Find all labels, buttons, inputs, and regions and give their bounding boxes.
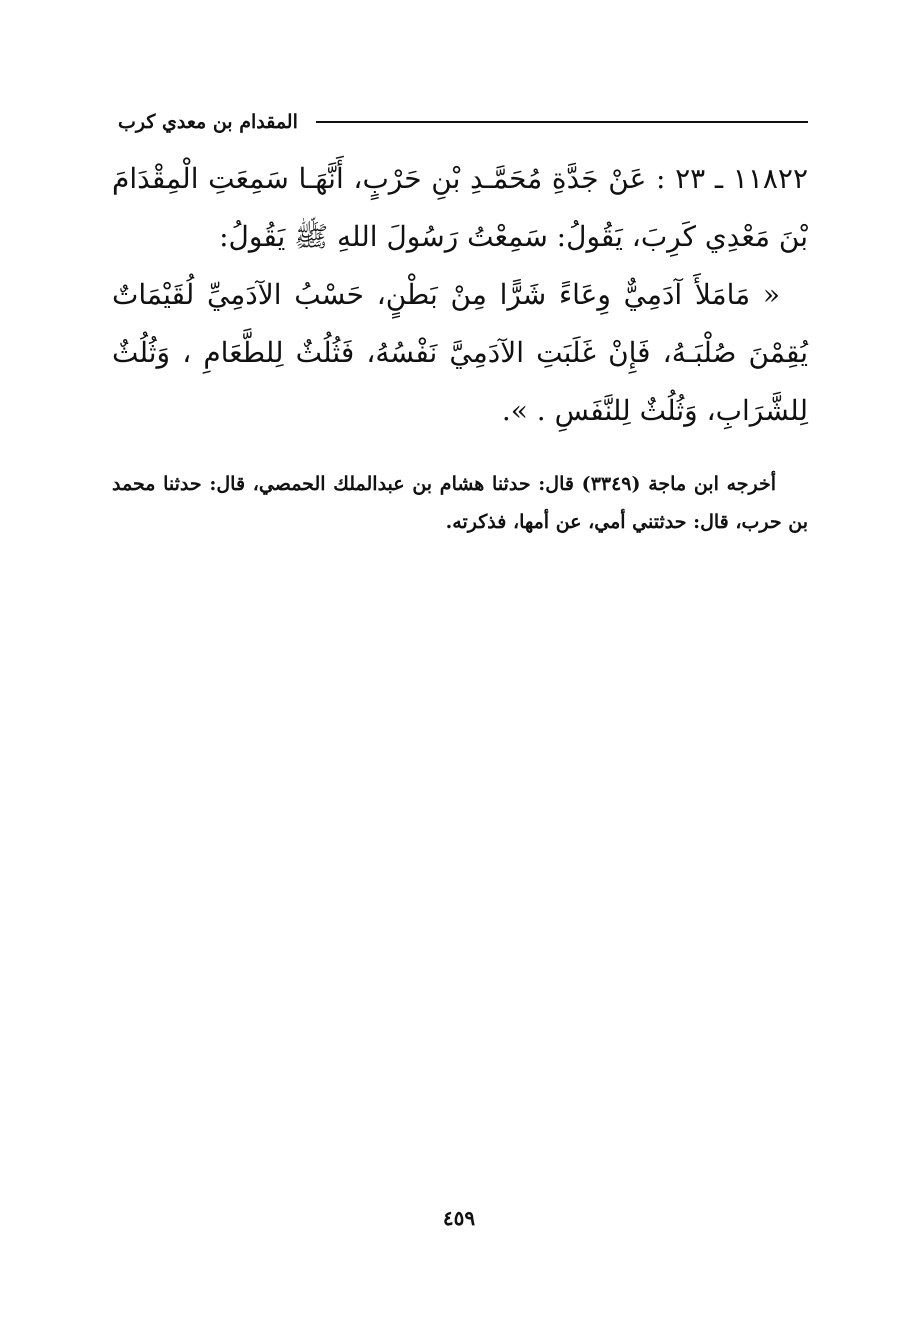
hadith-text <box>112 150 808 440</box>
header-rule <box>316 121 808 123</box>
hadith-isnad: ١١٨٢٢ ـ ٢٣ : عَنْ جَدَّةِ مُحَمَّـدِ بْنِ حَرْبٍ، أَنَّهَـا سَمِعَتِ الْمِقْدَامَ بْنَ مَعْدِي كَرِبَ، يَقُولُ: سَمِعْتُ رَسُولَ اللهِ ﷺ يَقُولُ: <box>112 162 808 253</box>
takhrij-note: أخرجه ابن ماجة (٣٣٤٩) قال: حدثنا هشام بن عبدالملك الحمصي، قال: حدثنا محمد بن حرب، قال: حدثتني أمي، عن أمها، فذكرته. <box>112 473 808 533</box>
hadith-matn: « مَامَلأَ آدَمِيٌّ وِعَاءً شَرًّا مِنْ بَطْنٍ، حَسْبُ الآدَمِيِّ لُقَيْمَاتٌ يُقِمْنَ صُلْبَـهُ، فَإِنْ غَلَبَتِ الآدَمِيَّ نَفْسُهُ، فَثُلُثٌ لِلطَّعَامِ ، وَثُلُثٌ لِلشَّرَابِ، وَثُلُثٌ لِلنَّفَسِ . ». <box>112 278 808 427</box>
running-title: المقدام بن معدي كرب <box>118 111 298 133</box>
page-number: ٤٥٩ <box>442 1206 476 1230</box>
running-header <box>118 104 808 140</box>
